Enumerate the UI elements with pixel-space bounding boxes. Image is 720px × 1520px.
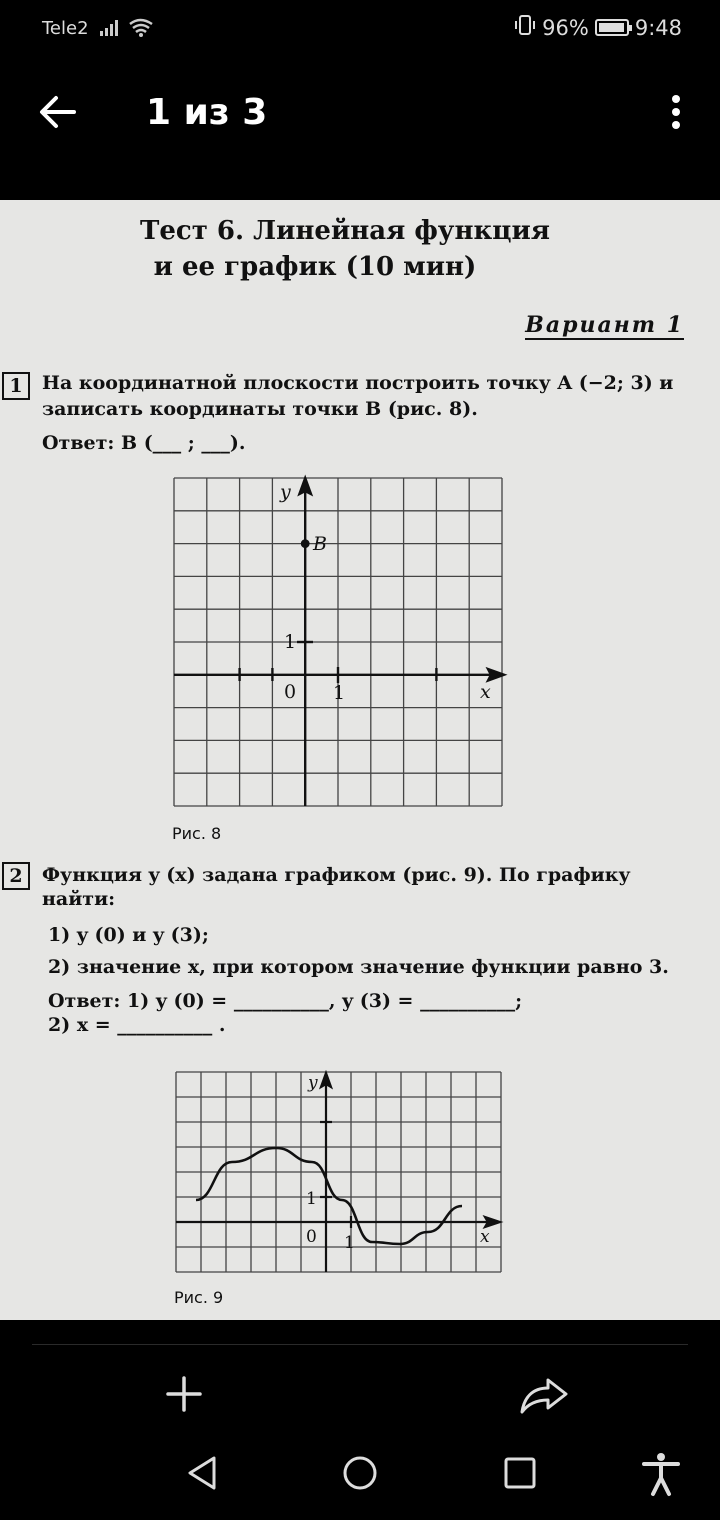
bottom-bar [0,1320,720,1520]
q2-text-line2: найти: [42,888,116,910]
q1-text-line2: записать координаты точки B (рис. 8). [42,398,478,420]
test-title-line2: и ее график (10 мин) [153,252,477,282]
battery-percent: 96% [542,15,589,40]
figure-8-caption: Рис. 8 [172,824,222,843]
figure-8-grid [170,474,510,810]
arrow-left-icon[interactable] [30,86,86,142]
y-axis-label: y [308,1073,318,1093]
point-b-label: B [313,533,327,555]
x-unit-label: 1 [344,1233,355,1253]
q2-text-line1: Функция y (x) задана графиком (рис. 9). По графику [42,864,631,886]
q1-text-line1: На координатной плоскости построить точку A (−2; 3) и [42,372,674,394]
triangle-back-icon[interactable] [178,1448,228,1498]
document-page[interactable] [0,200,720,1320]
y-unit-label: 1 [284,631,297,653]
variant-label: Вариант 1 [525,312,684,338]
carrier-label: Tele2 [42,18,89,39]
figure-9-caption: Рис. 9 [174,1288,224,1307]
q2-item2: 2) значение x, при котором значение функции равно 3. [48,956,669,978]
question-number: 1 [2,372,30,400]
status-right [514,14,682,41]
vibrate-icon [514,14,536,41]
page-counter-title: 1 из 3 [146,92,268,133]
q2-answer-line2: 2) x = __________ . [48,1014,226,1036]
square-recent-icon[interactable] [495,1448,545,1498]
signal-wifi-icon [100,16,156,42]
test-title-line1: Тест 6. Линейная функция [140,216,550,246]
battery-icon [595,19,629,36]
clock: 9:48 [634,15,682,40]
x-axis-label: x [480,681,491,703]
q2-answer-line1: Ответ: 1) y (0) = __________, y (3) = __________; [48,990,523,1012]
q2-item1: 1) y (0) и y (3); [48,924,209,946]
app-bar [0,62,720,172]
accessibility-icon[interactable] [636,1448,686,1498]
origin-label: 0 [306,1227,317,1247]
q1-answer: Ответ: B (___ ; ___). [42,432,246,454]
plus-icon[interactable] [160,1370,208,1418]
y-axis-label: y [280,481,291,503]
share-arrow-icon[interactable] [518,1370,570,1418]
x-axis-label: x [480,1227,490,1247]
origin-label: 0 [284,681,297,703]
divider [32,1344,688,1345]
x-unit-label: 1 [333,682,346,704]
figure-9-graph [172,1070,506,1276]
circle-home-icon[interactable] [335,1448,385,1498]
y-unit-label: 1 [306,1189,317,1209]
status-bar [0,0,720,56]
question-number: 2 [2,862,30,890]
more-vert-icon[interactable] [660,90,692,138]
